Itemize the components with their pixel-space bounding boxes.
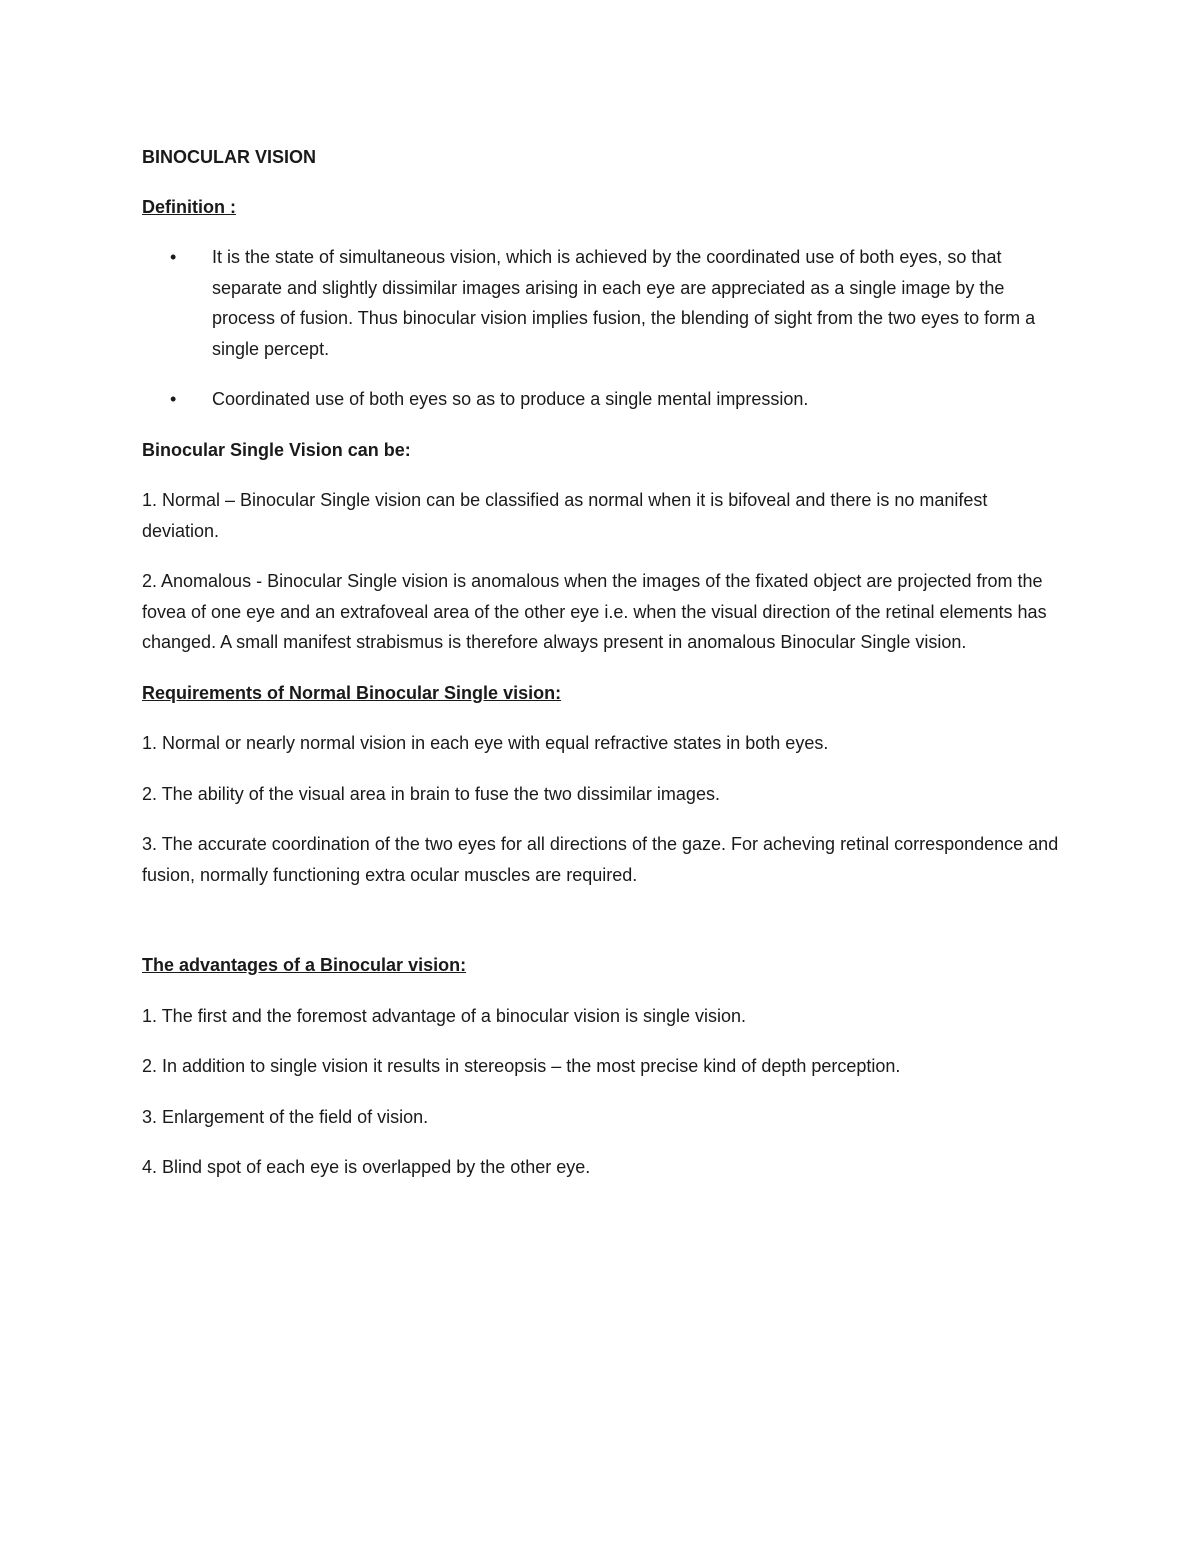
advantages-heading [142, 950, 1062, 981]
advantages-heading-text: The advantages of a Binocular vision [142, 955, 461, 975]
definition-list [142, 242, 1062, 415]
advantage-item: 1. The first and the foremost advantage of a binocular vision is single vision. [142, 1005, 747, 1026]
list-item [142, 242, 1062, 364]
advantage-item: 3. Enlargement of the field of vision. [142, 1106, 429, 1127]
advantage-item: 2. In addition to single vision it results in stereopsis – the most precise kind of depth perception. [142, 1056, 901, 1076]
requirement-item: 2. The ability of the visual area in brain to fuse the two dissimilar images. [142, 783, 720, 804]
requirement-item: 3. The accurate coordination of the two eyes for all directions of the gaze. For acheving retinal correspondence and fusion, normally functioning extra ocular muscles are required. [142, 834, 1059, 885]
definition-heading: Definition : [142, 196, 236, 217]
list-item [142, 384, 1062, 415]
definition-text: It is the state of simultaneous vision, which is achieved by the coordinated use of both eyes, so that separate and slightly dissimilar images arising in each eye are appreciated as a single image by the process of fusion. Thus binocular vision implies fusion, the blending of sight from the two eyes to form a single percept. [212, 247, 1036, 359]
requirement-item: 1. Normal or nearly normal vision in each eye with equal refractive states in both eyes. [142, 733, 829, 753]
requirements-heading: Requirements of Normal Binocular Single vision: [142, 682, 562, 703]
bsv-item-normal: 1. Normal – Binocular Single vision can be classified as normal when it is bifoveal and there is no manifest deviation. [142, 490, 988, 541]
document-title: BINOCULAR VISION [142, 147, 317, 167]
bullet-icon: • [170, 389, 177, 409]
advantages-heading-colon: : [460, 955, 467, 975]
bsv-heading: Binocular Single Vision can be: [142, 439, 411, 460]
bullet-icon: • [170, 247, 177, 267]
section-spacer [142, 910, 1062, 950]
document-body [142, 142, 1062, 1203]
advantage-item: 4. Blind spot of each eye is overlapped by the other eye. [142, 1157, 591, 1177]
definition-text: Coordinated use of both eyes so as to produce a single mental impression. [212, 389, 809, 409]
bsv-item-anomalous: 2. Anomalous - Binocular Single vision is anomalous when the images of the fixated object are projected from the fovea of one eye and an extrafoveal area of the other eye i.e. when the visual direction of the retinal elements has changed. A small manifest strabismus is therefore always present in anomalous Binocular Single vision. [142, 571, 1047, 652]
